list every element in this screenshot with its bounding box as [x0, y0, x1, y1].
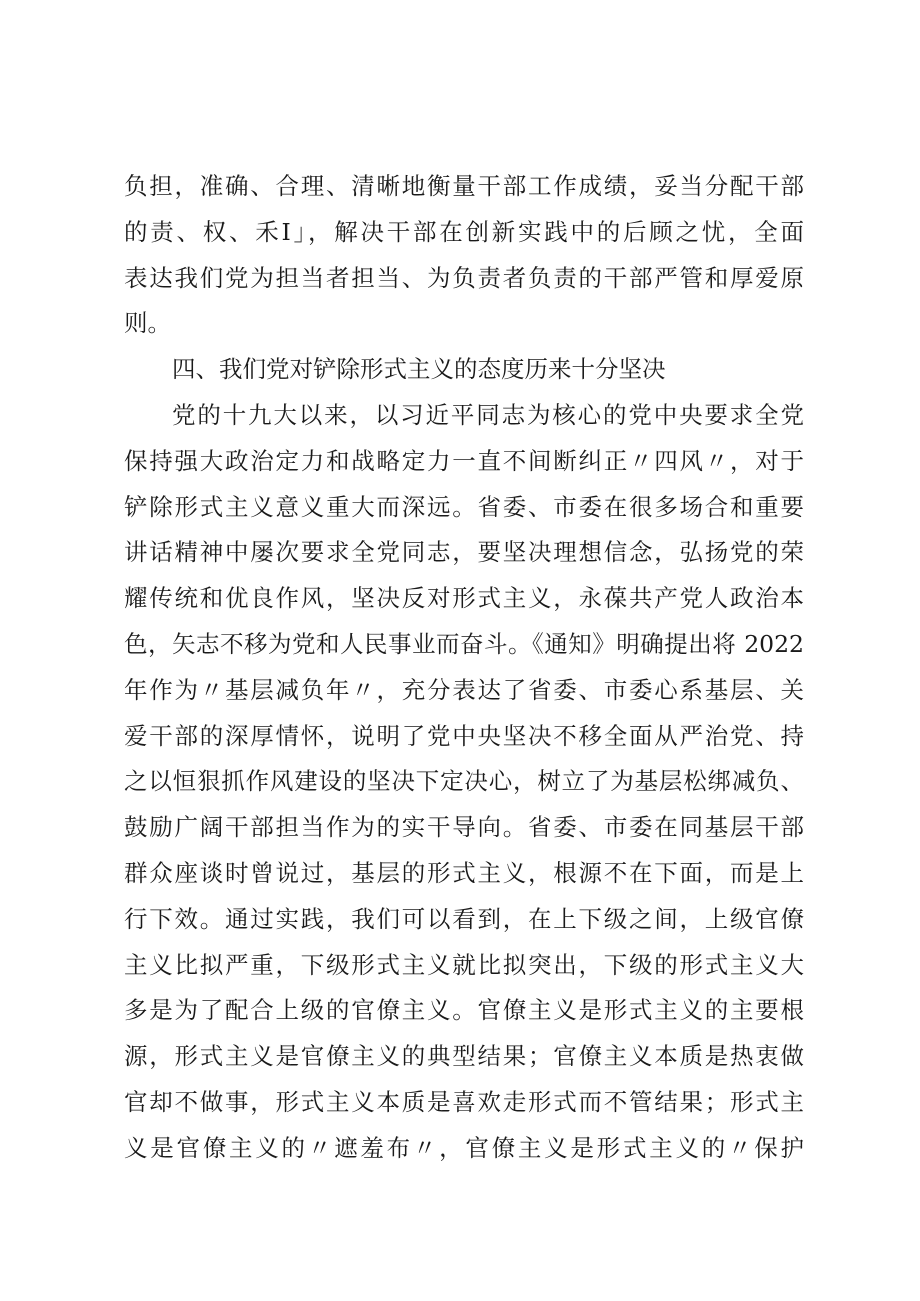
text-line: 主义比拟严重，下级形式主义就比拟突出，下级的形式主义大 [124, 950, 804, 979]
text-line: 鼓励广阔干部担当作为的实干导向。省委、市委在同基层干部 [124, 813, 804, 842]
text-line: 党的十九大以来，以习近平同志为核心的党中央要求全党 [172, 400, 804, 429]
text-line: 义是官僚主义的〃遮羞布〃，官僚主义是形式主义的〃保护 [124, 1133, 804, 1162]
section-heading: 四、我们党对铲除形式主义的态度历来十分坚决 [172, 355, 666, 384]
text-line: 保持强大政治定力和战略定力一直不间断纠正〃四风〃，对于 [124, 446, 804, 475]
text-line: 讲话精神中屡次要求全党同志，要坚决理想信念，弘扬党的荣 [124, 538, 804, 567]
text-line: 行下效。通过实践，我们可以看到，在上下级之间，上级官僚 [124, 904, 804, 933]
text-line: 官却不做事，形式主义本质是喜欢走形式而不管结果；形式主 [124, 1087, 804, 1116]
text-line: 群众座谈时曾说过，基层的形式主义，根源不在下面，而是上 [124, 858, 804, 887]
text-line: 爱干部的深厚情怀，说明了党中央坚决不移全面从严治党、持 [124, 721, 804, 750]
text-line: 耀传统和优良作风，坚决反对形式主义，永葆共产党人政治本 [124, 584, 804, 613]
body-text [124, 164, 804, 1172]
text-line: 铲除形式主义意义重大而深远。省委、市委在很多场合和重要 [124, 492, 804, 521]
text-line: 负担，准确、合理、清晰地衡量干部工作成绩，妥当分配干部 [124, 172, 804, 200]
text-line: 表达我们党为担当者担当、为负责者负责的干部严管和厚爱原 [124, 263, 804, 292]
text-line: 多是为了配合上级的官僚主义。官僚主义是形式主义的主要根 [124, 996, 804, 1025]
text-line: 色，矢志不移为党和人民事业而奋斗。《通知》明确提出将 2022 [124, 629, 804, 658]
text-line: 年作为〃基层减负年〃，充分表达了省委、市委心系基层、关 [124, 675, 804, 704]
text-line: 源，形式主义是官僚主义的典型结果；官僚主义本质是热衷做 [124, 1042, 804, 1071]
text-line: 的责、权、禾I」，解决干部在创新实践中的后顾之忧，全面 [124, 217, 804, 246]
text-line: 则。 [124, 309, 171, 338]
text-line: 之以恒狠抓作风建设的坚决下定决心，树立了为基层松绑减负、 [124, 767, 804, 796]
